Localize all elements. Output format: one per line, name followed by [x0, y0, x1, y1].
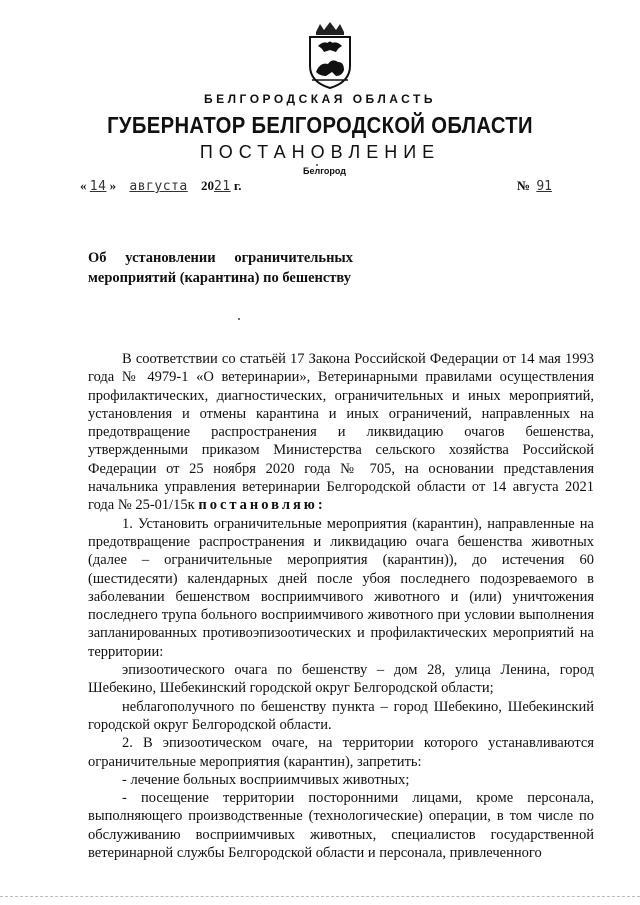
number-value: 91: [536, 179, 552, 194]
preamble-text: В соответствии со статьёй 17 Закона Российской Федерации от 14 мая 1993 года № 4979-1 «О ветеринарии», Ветеринарными правилами осуществления профилактических, диагностических, ограничительных и иных мероприятий, установления и отмены карантина и иных ограничений, направленных на предотвращение распространения и ликвидацию очагов бешенства, утвержденными приказом Министерства сельского хозяйства Российской Федерации от 25 ноября 2020 года № 705, на основании представления начальника управления ветеринарии Белгородской области от 14 августа 2021 года № 25-01/15к: [88, 351, 594, 514]
date-close-quote: »: [109, 178, 117, 193]
item-1b-paragraph: неблагополучного по бешенству пункта – город Шебекино, Шебекинский городской округ Белгородской области.: [88, 698, 594, 733]
document-number: [517, 178, 560, 194]
governor-title: ГУБЕРНАТОР БЕЛГОРОДСКОЙ ОБЛАСТИ: [107, 112, 533, 138]
date-open-quote: «: [80, 178, 87, 193]
city-name: Белгород: [303, 166, 346, 176]
date-year-unit: г.: [233, 178, 242, 193]
item-2b-paragraph: - посещение территории посторонними лицами, кроме персонала, выполняющего производственные (технологические) операции, в том числе по обслуживанию восприимчивых животных, специалистов государственной ветеринарной службы Белгородской области и персонала, привлеченного: [88, 790, 594, 862]
item-2a-paragraph: - лечение больных восприимчивых животных;: [122, 771, 410, 788]
scan-speck: [316, 164, 318, 166]
document-body: [88, 350, 594, 862]
document-subject: [88, 248, 353, 288]
document-date: [80, 178, 242, 194]
date-month: августа: [129, 179, 188, 194]
region-name: БЕЛГОРОДСКАЯ ОБЛАСТЬ: [204, 92, 436, 106]
number-prefix: №: [517, 178, 531, 193]
item-1a-paragraph: эпизоотического очага по бешенству – дом 28, улица Ленина, город Шебекино, Шебекинский городской округ Белгородской области;: [88, 662, 594, 697]
subject-line-2: мероприятий (карантина) по бешенству: [88, 270, 352, 286]
subject-line-1: Об установлении ограничительных: [88, 250, 353, 266]
date-year-prefix: 20: [200, 178, 214, 193]
date-day: 14: [89, 179, 107, 194]
item-2-paragraph: 2. В эпизоотическом очаге, на территории которого устанавливаются ограничительные мероприятия (карантин), запретить:: [88, 735, 594, 770]
preamble-paragraph: [88, 350, 594, 515]
scan-edge: [0, 896, 640, 899]
document-type: ПОСТАНОВЛЕНИЕ: [199, 142, 441, 162]
item-1-paragraph: 1. Установить ограничительные мероприятия (карантин), направленные на предотвращение распространения и ликвидацию очага бешенства животных (далее – ограничительные мероприятия (карантин)), до истечения 60 (шестидесяти) календарных дней после убоя последнего подозреваемого в заболевании бешенством восприимчивого животного и (или) уничтожения последнего трупа больного восприимчивого животного при условии выполнения запланированных противоэпизоотических и профилактических мероприятий на территории:: [88, 515, 594, 660]
belgorod-coat-of-arms-icon: [302, 22, 358, 90]
date-year-suffix: 21: [213, 179, 231, 194]
decree-word: постановляю:: [198, 497, 326, 514]
scan-speck: [238, 318, 240, 320]
